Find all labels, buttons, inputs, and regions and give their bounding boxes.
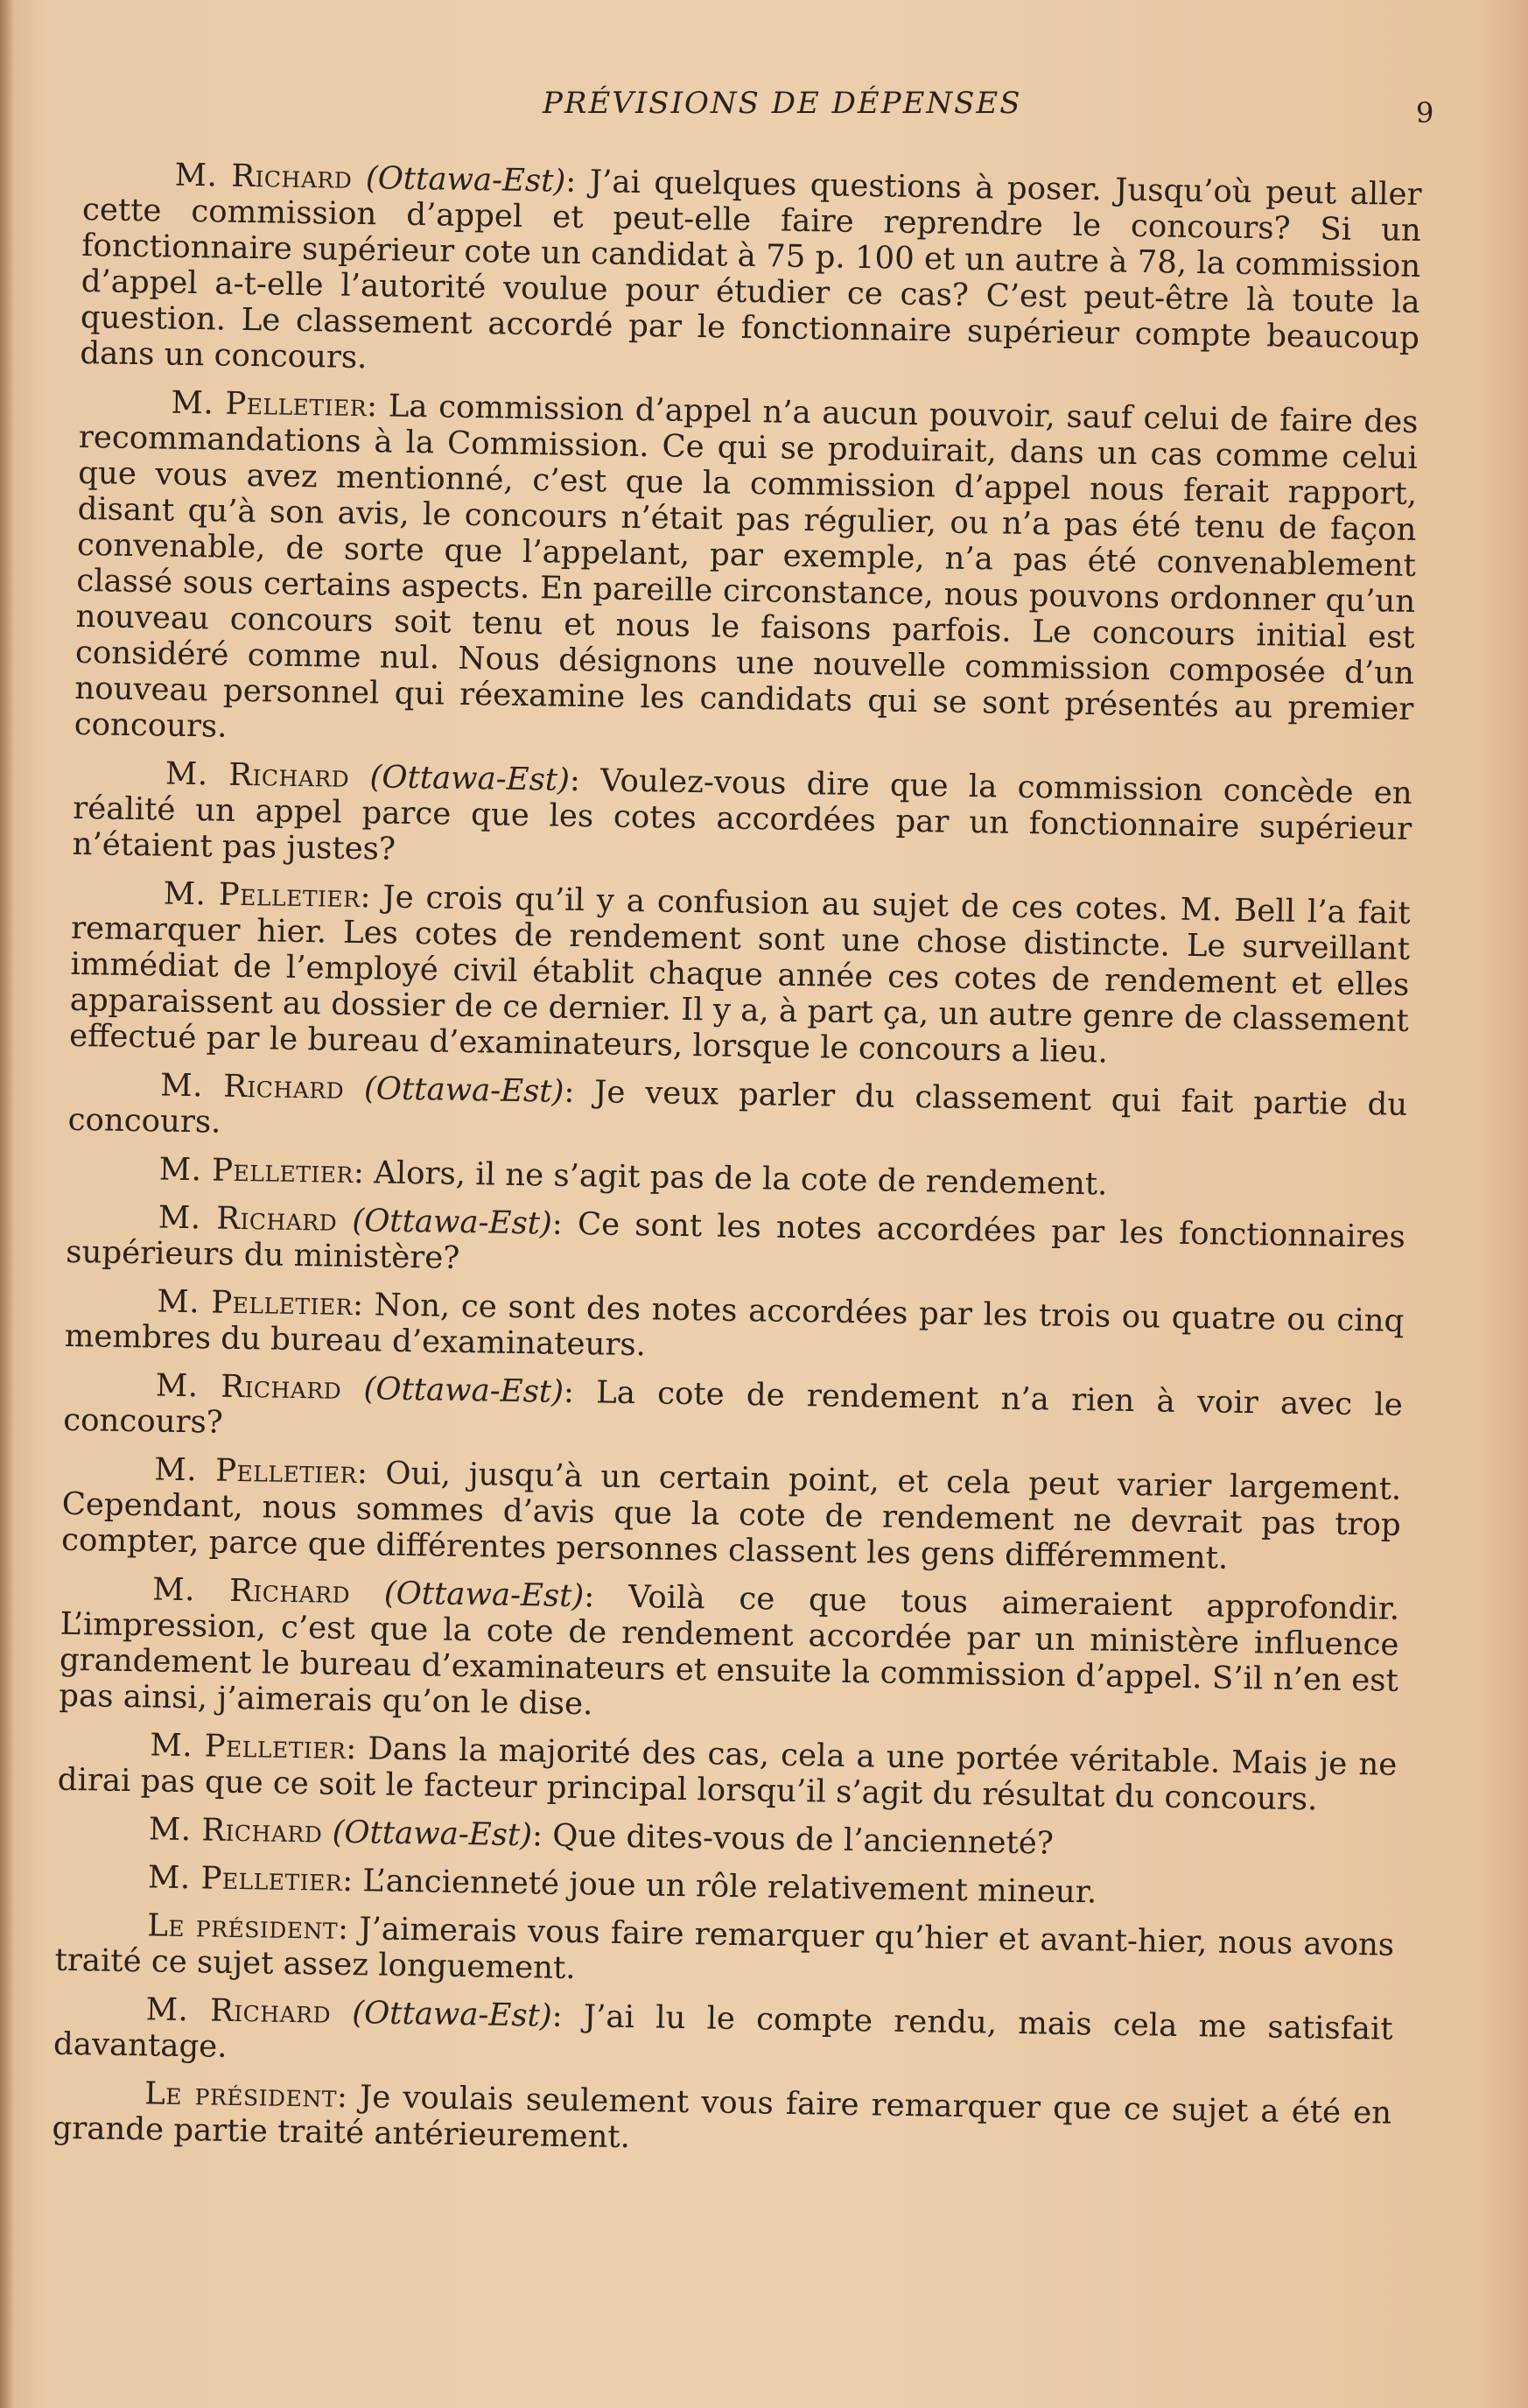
speaker-name: M. Pelletier [158, 1151, 354, 1190]
paragraph-text: Ce sont les notes accordées par les fonctionnaires supérieurs du ministère? [66, 1205, 1406, 1276]
paragraph-text: Voilà ce que tous aimeraient approfondir. L’impression, c’est que la cote de rendement accordée par un ministère influence grandement le bureau d’examinateurs et ensuite la commission d’appel. S’il n’en est pas ainsi, j’aimerais qu’on le dise. [59, 1578, 1400, 1723]
paragraph-text: J’ai lu le compte rendu, mais cela me satisfait davantage. [53, 1997, 1393, 2065]
transcript-paragraph [52, 2075, 1391, 2167]
page-number: 9 [1416, 96, 1434, 130]
paragraph-text: Que dites-vous de l’ancienneté? [542, 1817, 1055, 1862]
paragraph-text: Je voulais seulement vous faire remarquer que ce sujet a été en grande partie traité antérieurement. [52, 2079, 1392, 2156]
speaker-colon: : [337, 1910, 349, 1948]
speaker-name: M. Richard [165, 755, 350, 795]
speaker-name: M. Richard [148, 1811, 323, 1850]
speaker-colon: : [564, 1073, 575, 1110]
transcript-paragraph [56, 1858, 1395, 1915]
paragraph-text: Je crois qu’il y a confusion au sujet de ces cotes. M. Bell l’a fait remarquer hier. Les cotes de rendement sont une chose distincte. Le surveillant immédiat de l’employé civil établit chaque année ces cotes de rendement et elles apparaissent au dossier de ce dernier. Il y a, à part ça, un autre genre de classement effectué par le bureau d’examinateurs, lorsque le concours a lieu. [68, 879, 1411, 1071]
transcript-paragraph [72, 755, 1412, 883]
speaker-constituency: (Ottawa-Est) [383, 1575, 585, 1615]
transcript-paragraph [59, 1570, 1399, 1735]
speaker-colon: : [341, 1862, 354, 1899]
speaker-colon: : [336, 2078, 348, 2116]
paragraph-text: Oui, jusqu’à un certain point, et cela peut varier largement. Cependant, nous sommes d’avis que la cote de rendement ne devrait pas trop compter, parce que différentes personnes classent les gens différemment. [60, 1455, 1402, 1576]
speaker-name: Le président [144, 2075, 338, 2115]
speaker-name: M. Richard [174, 157, 353, 196]
transcript-paragraph [61, 1450, 1402, 1579]
paragraph-text: Dans la majorité des cas, cela a une portée véritable. Mais je ne dirai pas que ce soit le facteur principal lorsqu’il s’agit du résultat du concours. [57, 1731, 1398, 1818]
paragraph-text: La cote de rendement n’a rien à voir avec le concours? [62, 1373, 1404, 1441]
speaker-colon: : [346, 1730, 357, 1767]
speaker-name: M. Pelletier [171, 384, 368, 425]
transcript-paragraph [69, 874, 1411, 1075]
speaker-colon: : [366, 388, 378, 425]
transcript-paragraph [66, 1198, 1405, 1291]
transcript-body [52, 156, 1422, 2180]
speaker-constituency: (Ottawa-Est) [332, 1814, 533, 1854]
paragraph-text: J’ai quelques questions à poser. Jusqu’où peut aller cette commission d’appel et peut-elle faire reprendre le concours? Si un fonctionnaire supérieur cote un candidat à 75 p. 100 et un autre à 78, la commission d’appel a-t-elle l’autorité voulue pour étudier ce cas? C’est peut-être là toute la question. Le classement accordé par le fonctionnaire supérieur compte beaucoup dans un concours. [80, 163, 1422, 376]
transcript-paragraph [67, 1150, 1406, 1207]
speaker-name: M. Richard [158, 1199, 338, 1239]
paragraph-text: Alors, il ne s’agit pas de la cote de rendement. [363, 1155, 1108, 1203]
speaker-colon: : [531, 1817, 543, 1854]
speaker-constituency: (Ottawa-Est) [363, 1071, 564, 1110]
speaker-colon: : [569, 762, 581, 799]
paragraph-text: L’ancienneté joue un rôle relativement mineur. [352, 1863, 1097, 1911]
speaker-name: M. Pelletier [157, 1283, 354, 1323]
speaker-name: M. Pelletier [150, 1727, 347, 1766]
speaker-constituency: (Ottawa-Est) [352, 1202, 553, 1242]
running-header [0, 86, 1528, 130]
paragraph-text: Je veux parler du classement qui fait partie du concours. [67, 1073, 1408, 1141]
running-title: PRÉVISIONS DE DÉPENSES [543, 86, 1022, 121]
speaker-colon: : [565, 163, 577, 200]
speaker-name: M. Richard [155, 1367, 342, 1407]
transcript-paragraph [63, 1366, 1403, 1459]
speaker-constituency: (Ottawa-Est) [351, 1995, 553, 2034]
transcript-paragraph [74, 383, 1418, 763]
paragraph-text: Voulez-vous dire que la commission concède en réalité un appel parce que les cotes accordées par un fonctionnaire supérieur n’étaient pas justes? [72, 762, 1413, 867]
speaker-colon: : [353, 1154, 365, 1191]
speaker-colon: : [563, 1373, 575, 1410]
speaker-name: M. Richard [160, 1067, 345, 1106]
speaker-constituency: (Ottawa-Est) [363, 1371, 564, 1410]
transcript-paragraph [67, 1066, 1407, 1159]
transcript-paragraph [58, 1726, 1398, 1819]
speaker-name: M. Richard [145, 1991, 332, 2031]
paragraph-text: J’aimerais vous faire remarquer qu’hier et avant-hier, nous avons traité ce sujet assez longuement. [54, 1911, 1395, 1987]
speaker-name: M. Pelletier [163, 875, 361, 916]
speaker-colon: : [551, 1997, 564, 2034]
paragraph-text: La commission d’appel n’a aucun pouvoir, sauf celui de faire des recommandations à la Commission. Ce qui se produirait, dans un cas comme celui que vous avez mentionné, c’est que la commission d’appel nous ferait rapport, disant qu’à son avis, le concours n’était pas régulier, ou n’a pas été tenu de façon convenable, de sorte que l’appelant, par exemple, n’a pas été convenablement classé sous certains aspects. En pareille circonstance, nous pouvons ordonner qu’un nouveau concours soit tenu et nous le faisons parfois. Le concours initial est considéré comme nul. Nous désignons une nouvelle commission composée d’un nouveau personnel qui réexamine les candidats qui se sont présentés au premier concours. [74, 388, 1419, 745]
speaker-name: M. Pelletier [154, 1451, 358, 1492]
transcript-paragraph [64, 1282, 1404, 1375]
paragraph-text: Non, ce sont des notes accordées par les trois ou quatre ou cinq membres du bureau d’examinateurs. [64, 1287, 1405, 1364]
speaker-name: Le président [146, 1907, 339, 1947]
speaker-colon: : [356, 1455, 368, 1492]
transcript-paragraph [53, 1990, 1393, 2083]
speaker-name: M. Pelletier [147, 1859, 343, 1899]
transcript-paragraph [57, 1810, 1396, 1867]
transcript-paragraph [54, 1906, 1394, 1999]
speaker-colon: : [352, 1287, 364, 1323]
transcript-paragraph [80, 156, 1422, 392]
speaker-constituency: (Ottawa-Est) [365, 160, 566, 200]
speaker-colon: : [583, 1578, 595, 1615]
speaker-name: M. Richard [151, 1571, 351, 1611]
page-binding-shadow [0, 0, 14, 2408]
speaker-colon: : [551, 1205, 564, 1242]
speaker-colon: : [360, 879, 371, 916]
speaker-constituency: (Ottawa-Est) [369, 759, 571, 798]
